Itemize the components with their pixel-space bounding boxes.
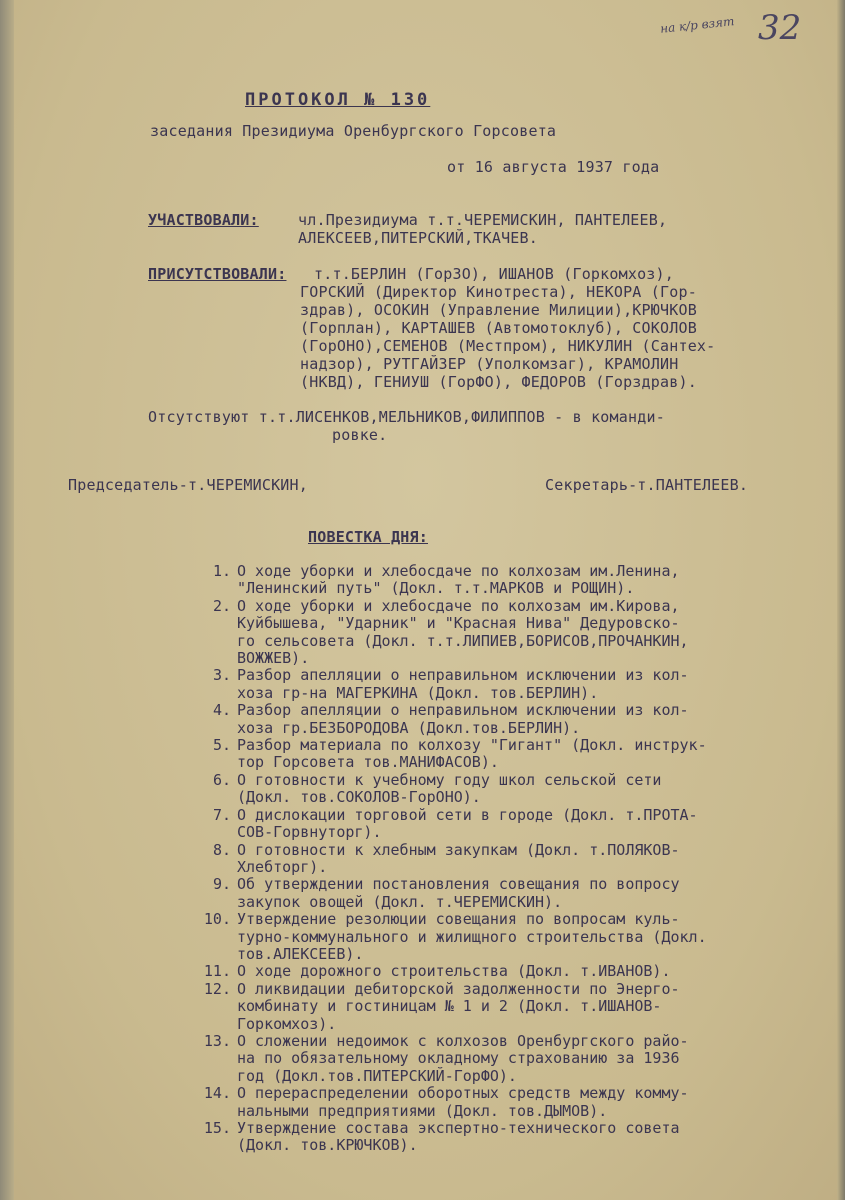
agenda-item-text: Разбор апелляции о неправильном исключении из кол- хоза гр-на МАГЕРКИНА (Докл. тов.БЕРЛИН). [237,666,689,702]
secretary: Секретарь-т.ПАНТЕЛЕЕВ. [545,476,749,494]
document-title: ПРОТОКОЛ № 130 [245,90,431,110]
agenda-item [195,702,825,737]
agenda-item-number: 8. [212,840,231,859]
agenda-item-number: 2. [212,596,231,615]
absent-line-2: ровке. [332,426,388,444]
document-subtitle: заседания Президиума Оренбургского Горсовета [150,122,557,140]
agenda-item-text: О готовности к хлебным закупкам (Докл. т.ПОЛЯКОВ- Хлебторг). [237,840,680,876]
agenda-item-text: О перераспределении оборотных средств между комму- нальными предприятиями (Докл. тов.ДЫМОВ). [237,1084,689,1120]
present-label: ПРИСУТСТВОВАЛИ: [148,265,287,283]
agenda-item [195,1120,825,1155]
present-line: (ГорОНО),СЕМЕНОВ (Местпром), НИКУЛИН (Сантех- [300,337,716,355]
agenda-item [195,1033,825,1085]
agenda-item [195,807,825,842]
agenda-item-number: 4. [212,701,231,720]
agenda-item-text: О ходе уборки и хлебосдаче по колхозам им.Ленина, "Ленинский путь" (Докл. т.т.МАРКОВ и РОЩИН). [237,562,680,598]
agenda-item-text: О сложении недоимок с колхозов Оренбургского райо- на по обязательному окладному страхованию за 1936 год (Докл.тов.ПИТЕРСКИЙ-ГорФО). [237,1031,689,1085]
agenda-item-text: О готовности к учебному году школ сельской сети (Докл. тов.СОКОЛОВ-ГорОНО). [237,770,662,807]
present-line: т.т.БЕРЛИН (ГорЗО), ИШАНОВ (Горкомхоз), [314,265,674,283]
agenda-item-number: 14. [203,1084,231,1103]
agenda-item-number: 9. [212,875,231,894]
chairman: Председатель-т.ЧЕРЕМИСКИН, [68,476,308,494]
present-line: надзор), РУТГАЙЗЕР (Уполкомзаг), КРАМОЛИН [300,355,679,373]
participants-line-2: АЛЕКСЕЕВ,ПИТЕРСКИЙ,ТКАЧЕВ. [298,229,538,247]
agenda-item-text: Утверждение резолюции совещания по вопросам куль- турно-коммунального и жилищного строительства (Докл. тов.АЛЕКСЕЕВ). [237,910,707,963]
corner-note: на к/р взят [659,14,735,36]
agenda-item-number: 3. [212,666,231,685]
agenda-item-number: 5. [212,736,231,755]
agenda-item-number: 11. [203,962,231,981]
agenda-item-text: О ходе дорожного строительства (Докл. т.ИВАНОВ). [237,962,671,981]
present-line: (Горплан), КАРТАШЕВ (Автомотоклуб), СОКОЛОВ [300,319,697,337]
present-line: ГОРСКИЙ (Директор Кинотреста), НЕКОРА (Гор- [300,283,697,301]
agenda-item-text: Утверждение состава экспертно-технического совета (Докл. тов.КРЮЧКОВ). [237,1119,680,1155]
agenda-item-number: 7. [212,805,231,824]
agenda-item-text: О дислокации торговой сети в городе (Докл. т.ПРОТА- СОВ-Горвнуторг). [237,805,698,842]
agenda-item-text: Разбор апелляции о неправильном исключении из кол- хоза гр.БЕЗБОРОДОВА (Докл.тов.БЕРЛИН). [237,701,689,737]
agenda-item [195,737,825,772]
agenda-item [195,876,825,911]
agenda-item [195,598,825,668]
document-date: от 16 августа 1937 года [447,158,660,176]
page-edge [837,0,845,1200]
agenda-item [195,911,825,963]
participants-label: УЧАСТВОВАЛИ: [148,211,259,229]
agenda-item [195,772,825,807]
agenda-item-number: 6. [212,770,231,789]
agenda-heading: ПОВЕСТКА ДНЯ: [308,528,428,546]
agenda-item [195,842,825,877]
agenda-list [195,563,825,1155]
agenda-item-number: 12. [203,979,231,998]
agenda-item-number: 1. [212,562,231,580]
present-line: (НКВД), ГЕНИУШ (ГорФО), ФЕДОРОВ (Горздрав). [300,373,697,391]
agenda-item [195,963,825,980]
present-line: здрав), ОСОКИН (Управление Милиции),КРЮЧКОВ [300,301,697,319]
agenda-item [195,563,825,598]
absent-line-1: Отсутствуют т.т.ЛИСЕНКОВ,МЕЛЬНИКОВ,ФИЛИППОВ - в команди- [148,408,665,426]
agenda-item [195,1085,825,1120]
agenda-item [195,667,825,702]
page-number: 32 [758,8,802,48]
binding-fold [0,0,14,1200]
agenda-item-text: Разбор материала по колхозу "Гигант" (Докл. инструк- тор Горсовета тов.МАНИФАСОВ). [237,736,707,772]
agenda-item-number: 15. [203,1119,231,1137]
agenda-item [195,981,825,1033]
agenda-item-number: 10. [203,910,231,929]
agenda-item-text: О ходе уборки и хлебосдаче по колхозам им.Кирова, Куйбышева, "Ударник" и "Красная Нива" Дедуровско- го сельсовета (Докл. т.т.ЛИПИЕВ,БОРИСОВ,ПРОЧАНКИН, ВОЖЖЕВ). [237,596,689,668]
agenda-item-text: О ликвидации дебиторской задолженности по Энерго- комбинату и гостиницам № 1 и 2 (Докл. т.ИШАНОВ- Горкомхоз). [237,979,680,1033]
agenda-item-number: 13. [203,1031,231,1050]
participants-line-1: чл.Президиума т.т.ЧЕРЕМИСКИН, ПАНТЕЛЕЕВ, [298,211,668,229]
agenda-item-text: Об утверждении постановления совещания по вопросу закупок овощей (Докл. т.ЧЕРЕМИСКИН). [237,875,680,911]
